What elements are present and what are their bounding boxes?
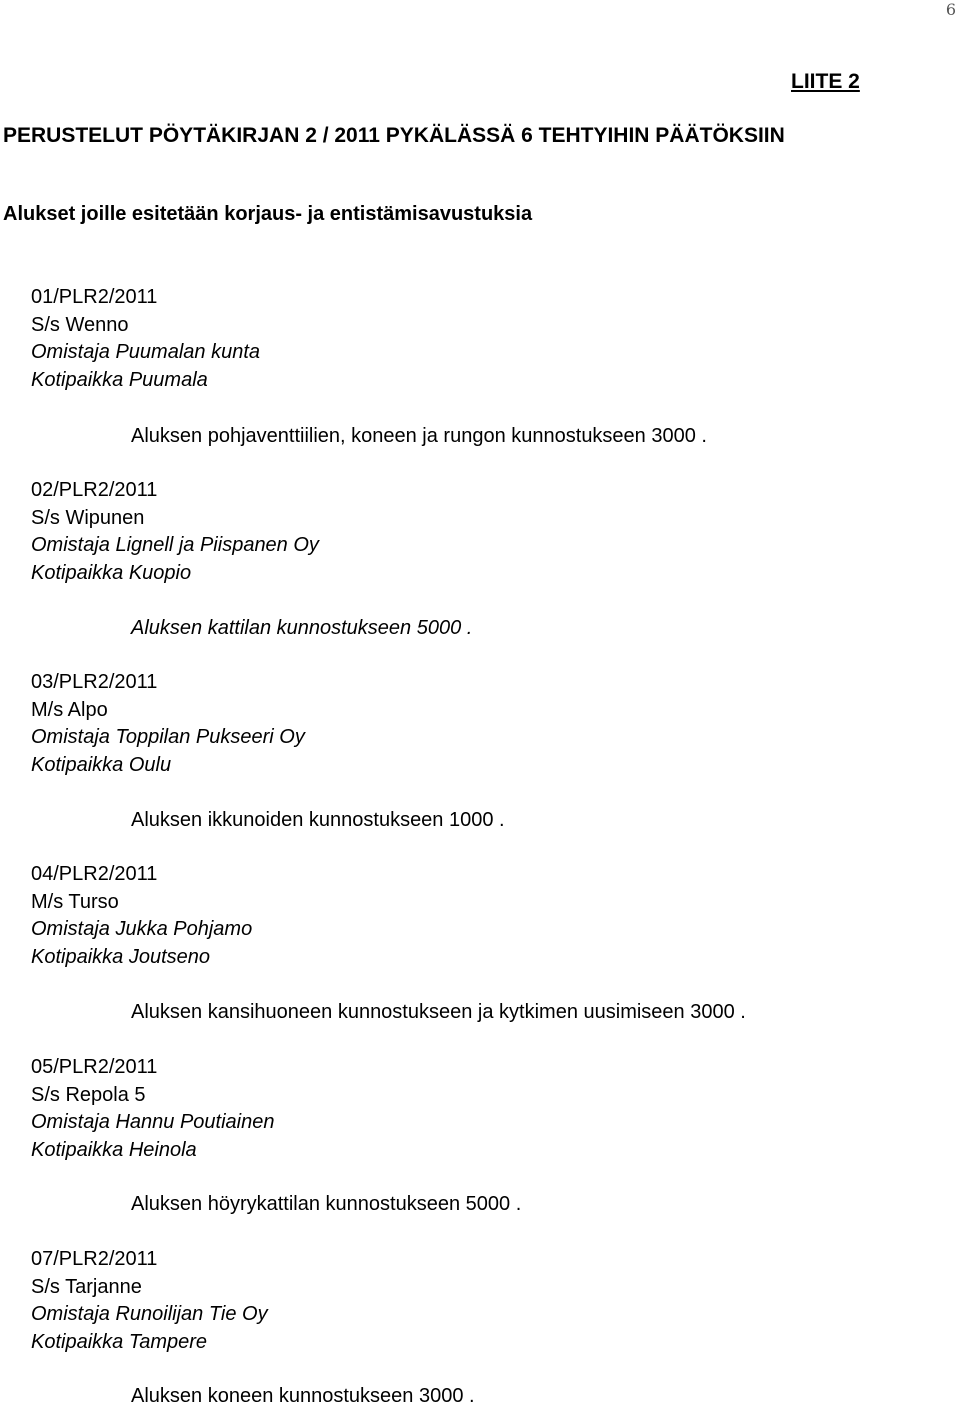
- vessel-owner: Omistaja Lignell ja Piispanen Oy: [31, 534, 319, 556]
- vessel-owner: Omistaja Jukka Pohjamo: [31, 918, 253, 940]
- entry-id: 03/PLR2/2011: [31, 671, 158, 693]
- vessel-home-port: Kotipaikka Puumala: [31, 368, 208, 391]
- appendix-label: LIITE 2: [791, 70, 860, 93]
- grant-decision: Aluksen höyrykattilan kunnostukseen 5000 .: [131, 1193, 522, 1215]
- vessel-entry: [31, 861, 252, 971]
- vessel-owner: Omistaja Runoilijan Tie Oy: [31, 1303, 268, 1325]
- vessel-home-port: Kotipaikka Oulu: [31, 753, 172, 776]
- grant-decision: Aluksen kattilan kunnostukseen 5000 .: [131, 617, 473, 639]
- page-number: 6: [945, 0, 956, 19]
- vessel-entry: [31, 1054, 274, 1164]
- vessel-home-port: Kotipaikka Tampere: [31, 1330, 208, 1353]
- entry-id: 01/PLR2/2011: [31, 286, 158, 308]
- vessel-name: M/s Turso: [31, 890, 119, 913]
- vessel-name: M/s Alpo: [31, 698, 108, 721]
- section-subtitle: Alukset joille esitetään korjaus- ja entistämisavustuksia: [3, 203, 533, 225]
- document-title: PERUSTELUT PÖYTÄKIRJAN 2 / 2011 PYKÄLÄSSÄ 6 TEHTYIHIN PÄÄTÖKSIIN: [3, 124, 785, 147]
- grant-decision: Aluksen koneen kunnostukseen 3000 .: [131, 1385, 475, 1407]
- vessel-owner: Omistaja Puumalan kunta: [31, 341, 261, 363]
- entry-id: 04/PLR2/2011: [31, 863, 158, 885]
- vessel-owner: Omistaja Hannu Poutiainen: [31, 1111, 275, 1133]
- vessel-owner: Omistaja Toppilan Pukseeri Oy: [31, 726, 305, 748]
- entry-id: 02/PLR2/2011: [31, 479, 158, 501]
- grant-decision: Aluksen kansihuoneen kunnostukseen ja kytkimen uusimiseen 3000 .: [131, 1001, 746, 1023]
- entry-id: 05/PLR2/2011: [31, 1056, 158, 1078]
- grant-decision: Aluksen pohjaventtiilien, koneen ja rungon kunnostukseen 3000 .: [131, 425, 707, 447]
- vessel-home-port: Kotipaikka Joutseno: [31, 945, 211, 968]
- entry-id: 07/PLR2/2011: [31, 1248, 158, 1270]
- vessel-home-port: Kotipaikka Heinola: [31, 1138, 197, 1161]
- grant-decision: Aluksen ikkunoiden kunnostukseen 1000 .: [131, 809, 505, 831]
- vessel-name: S/s Tarjanne: [31, 1275, 142, 1298]
- vessel-name: S/s Wipunen: [31, 506, 145, 529]
- vessel-name: S/s Wenno: [31, 313, 129, 336]
- vessel-home-port: Kotipaikka Kuopio: [31, 561, 192, 584]
- vessel-name: S/s Repola 5: [31, 1083, 146, 1106]
- vessel-entry: [31, 284, 260, 394]
- vessel-entry: [31, 477, 319, 587]
- vessel-entry: [31, 669, 305, 779]
- vessel-entry: [31, 1246, 268, 1356]
